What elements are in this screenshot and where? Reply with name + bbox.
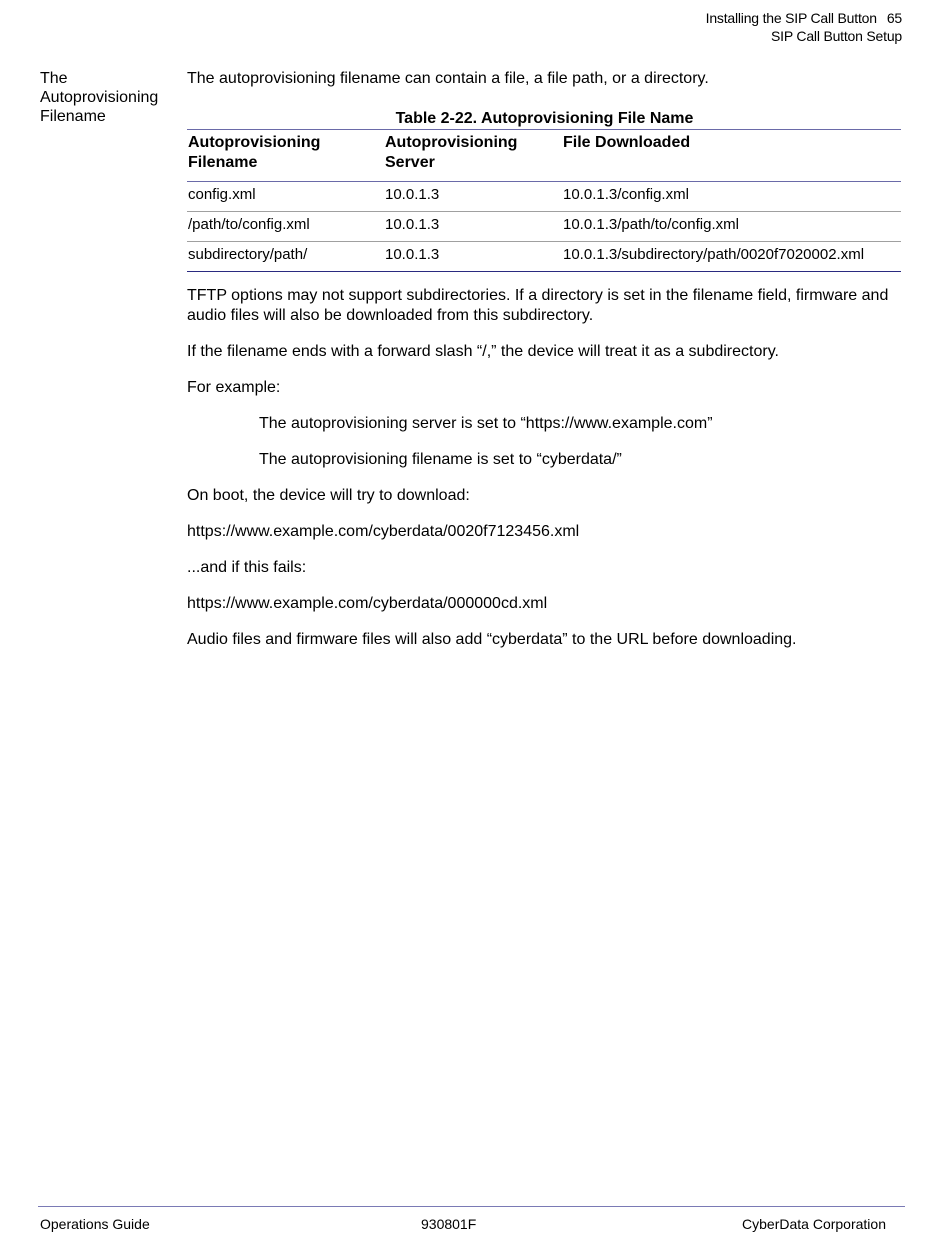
server-set-paragraph: The autoprovisioning server is set to “https://www.example.com” <box>259 415 713 432</box>
table-row <box>187 182 901 212</box>
main-content <box>187 69 902 650</box>
cell-filename: config.xml <box>188 186 256 203</box>
if-fails-paragraph: ...and if this fails: <box>187 559 307 576</box>
table-header-row <box>187 130 901 182</box>
slash-paragraph: If the filename ends with a forward slash “/,” the device will treat it as a subdirectory. <box>187 343 779 360</box>
header-filename-line-1: Autoprovisioning <box>188 134 321 151</box>
table-caption: Table 2-22. Autoprovisioning File Name <box>395 110 694 127</box>
example-paragraph: For example: <box>187 379 281 396</box>
cell-server: 10.0.1.3 <box>385 216 440 233</box>
tftp-paragraph: TFTP options may not support subdirectories. If a directory is set in the filename field, firmware and audio files will also be downloaded from this subdirectory. <box>187 287 889 324</box>
cell-filename: subdirectory/path/ <box>188 246 308 263</box>
side-heading-line-3: Filename <box>40 108 106 125</box>
on-boot-paragraph: On boot, the device will try to download: <box>187 487 470 504</box>
audio-paragraph: Audio files and firmware files will also add “cyberdata” to the URL before downloading. <box>187 631 797 648</box>
side-heading-line-1: The <box>40 70 68 87</box>
header-section: SIP Call Button Setup <box>771 28 902 44</box>
footer-document-number: 930801F <box>421 1216 477 1232</box>
cell-filename: /path/to/config.xml <box>188 216 310 233</box>
cell-server: 10.0.1.3 <box>385 246 440 263</box>
cell-server: 10.0.1.3 <box>385 186 440 203</box>
page-header <box>706 9 902 45</box>
footer-divider <box>38 1206 905 1207</box>
header-filename-line-2: Filename <box>188 154 258 171</box>
filename-set-paragraph: The autoprovisioning filename is set to “cyberdata/” <box>259 451 622 468</box>
url-2: https://www.example.com/cyberdata/000000cd.xml <box>187 595 548 612</box>
cell-downloaded: 10.0.1.3/path/to/config.xml <box>563 216 739 233</box>
url-1: https://www.example.com/cyberdata/0020f7123456.xml <box>187 523 580 540</box>
cell-downloaded: 10.0.1.3/subdirectory/path/0020f7020002.xml <box>563 246 865 263</box>
table-row <box>187 242 901 272</box>
table-row <box>187 212 901 242</box>
cell-downloaded: 10.0.1.3/config.xml <box>563 186 689 203</box>
header-file-downloaded-line-1: File Downloaded <box>563 134 691 151</box>
side-heading <box>40 69 180 126</box>
header-server <box>384 130 562 182</box>
header-server-line-2: Server <box>385 154 435 171</box>
header-file-downloaded <box>562 130 901 182</box>
footer-company: CyberData Corporation <box>742 1216 886 1232</box>
page-number: 65 <box>886 10 902 26</box>
autoprovisioning-table <box>187 129 901 272</box>
side-heading-line-2: Autoprovisioning <box>40 89 159 106</box>
header-filename <box>187 130 384 182</box>
header-server-line-1: Autoprovisioning <box>385 134 518 151</box>
header-chapter: Installing the SIP Call Button <box>705 10 877 26</box>
header-line-1 <box>706 9 902 27</box>
intro-paragraph: The autoprovisioning filename can contain a file, a file path, or a directory. <box>187 70 709 87</box>
footer-left: Operations Guide <box>40 1216 150 1232</box>
